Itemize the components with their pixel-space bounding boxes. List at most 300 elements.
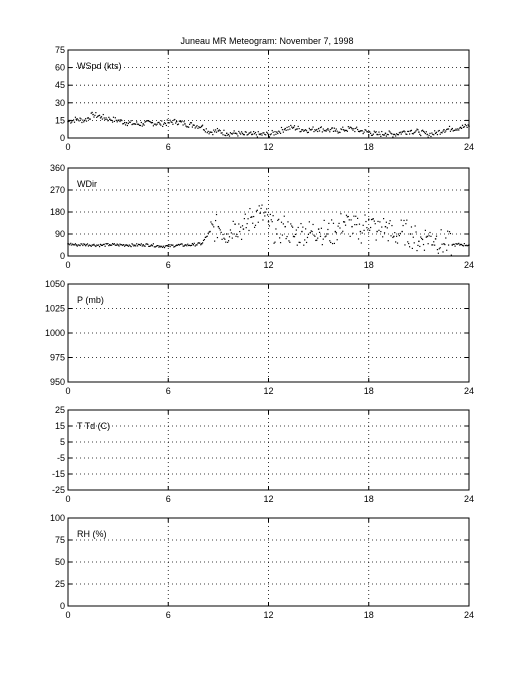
data-point xyxy=(343,129,344,130)
data-point xyxy=(433,134,434,135)
panel-4 xyxy=(52,405,474,504)
data-point xyxy=(428,235,429,236)
data-point xyxy=(187,244,188,245)
data-point xyxy=(140,125,141,126)
data-point xyxy=(440,247,441,248)
data-point xyxy=(332,243,333,244)
data-point xyxy=(369,230,370,231)
data-point xyxy=(286,127,287,128)
data-point xyxy=(84,244,85,245)
x-tick-label: 0 xyxy=(65,494,71,504)
data-point xyxy=(195,127,196,128)
data-point xyxy=(75,243,76,244)
data-point xyxy=(258,131,259,132)
x-tick-label: 6 xyxy=(165,494,171,504)
data-point xyxy=(167,119,168,120)
y-tick-label: 975 xyxy=(49,352,65,363)
panel-label: WDir xyxy=(77,179,97,189)
data-point xyxy=(261,135,262,136)
data-point xyxy=(186,245,187,246)
data-point xyxy=(250,131,251,132)
data-point xyxy=(417,245,418,246)
data-point xyxy=(379,134,380,135)
data-point xyxy=(386,222,387,223)
data-point xyxy=(300,223,301,224)
data-point xyxy=(283,132,284,133)
data-point xyxy=(132,244,133,245)
y-tick-label: 75 xyxy=(54,45,65,55)
x-tick-label: 18 xyxy=(363,494,374,504)
data-point xyxy=(353,216,354,217)
data-point xyxy=(238,131,239,132)
data-point xyxy=(329,131,330,132)
data-point xyxy=(420,236,421,237)
data-point xyxy=(192,126,193,127)
data-point xyxy=(468,126,469,127)
data-point xyxy=(152,122,153,123)
data-point xyxy=(69,244,70,245)
data-point xyxy=(413,133,414,134)
data-point xyxy=(356,224,357,225)
data-point xyxy=(182,243,183,244)
data-point xyxy=(193,244,194,245)
data-point xyxy=(195,126,196,127)
panel-label: RH (%) xyxy=(77,529,107,539)
data-point xyxy=(162,126,163,127)
x-tick-label: 24 xyxy=(463,142,475,152)
data-point xyxy=(252,223,253,224)
data-point xyxy=(275,228,276,229)
data-point xyxy=(385,226,386,227)
data-point xyxy=(400,233,401,234)
data-point xyxy=(237,236,238,237)
data-point xyxy=(119,121,120,122)
data-point xyxy=(171,122,172,123)
data-point xyxy=(105,117,106,118)
data-point xyxy=(437,134,438,135)
data-point xyxy=(320,236,321,237)
data-point xyxy=(398,233,399,234)
data-point xyxy=(261,205,262,206)
data-point xyxy=(185,244,186,245)
data-point xyxy=(228,240,229,241)
data-point xyxy=(309,221,310,222)
data-point xyxy=(427,236,428,237)
data-point xyxy=(312,126,313,127)
data-point xyxy=(260,208,261,209)
data-point xyxy=(298,227,299,228)
data-point xyxy=(434,245,435,246)
data-point xyxy=(288,240,289,241)
x-tick-label: 0 xyxy=(65,260,71,270)
panel-1 xyxy=(55,45,474,152)
data-point xyxy=(391,225,392,226)
data-point xyxy=(357,218,358,219)
y-tick-label: 0 xyxy=(59,601,65,611)
data-point xyxy=(458,129,459,130)
data-point xyxy=(341,232,342,233)
data-point xyxy=(295,234,296,235)
data-point xyxy=(276,233,277,234)
data-point xyxy=(267,133,268,134)
data-point xyxy=(113,117,114,118)
data-point xyxy=(359,224,360,225)
data-point xyxy=(400,132,401,133)
data-point xyxy=(361,242,362,243)
data-point xyxy=(276,131,277,132)
data-point xyxy=(428,137,429,138)
data-point xyxy=(448,244,449,245)
data-point xyxy=(271,219,272,220)
data-point xyxy=(168,246,169,247)
data-point xyxy=(103,114,104,115)
panels-group xyxy=(45,45,474,620)
data-point xyxy=(402,225,403,226)
data-point xyxy=(381,131,382,132)
data-point xyxy=(157,245,158,246)
data-point xyxy=(347,131,348,132)
data-point xyxy=(333,131,334,132)
data-point xyxy=(265,134,266,135)
data-point xyxy=(284,216,285,217)
data-point xyxy=(437,249,438,250)
data-point xyxy=(161,120,162,121)
data-point xyxy=(240,133,241,134)
data-point xyxy=(415,231,416,232)
data-point xyxy=(285,226,286,227)
data-point xyxy=(112,121,113,122)
data-point xyxy=(454,244,455,245)
data-point xyxy=(95,246,96,247)
data-point xyxy=(415,225,416,226)
data-point xyxy=(116,120,117,121)
y-tick-label: 180 xyxy=(49,207,65,217)
data-point xyxy=(424,250,425,251)
data-point xyxy=(70,243,71,244)
data-point xyxy=(248,230,249,231)
data-point xyxy=(433,241,434,242)
data-point xyxy=(279,131,280,132)
data-point xyxy=(354,131,355,132)
data-point xyxy=(408,243,409,244)
panel-3 xyxy=(45,279,474,396)
data-point xyxy=(367,229,368,230)
data-point xyxy=(310,232,311,233)
data-point xyxy=(348,216,349,217)
data-point xyxy=(114,121,115,122)
data-point xyxy=(397,242,398,243)
x-tick-label: 18 xyxy=(363,610,374,620)
data-point xyxy=(233,132,234,133)
data-point xyxy=(439,248,440,249)
data-point xyxy=(411,226,412,227)
data-point xyxy=(385,133,386,134)
data-point xyxy=(218,226,219,227)
data-point xyxy=(313,131,314,132)
x-tick-label: 12 xyxy=(263,610,274,620)
data-point xyxy=(283,223,284,224)
data-point xyxy=(208,131,209,132)
data-point xyxy=(446,250,447,251)
data-point xyxy=(392,136,393,137)
data-point xyxy=(404,244,405,245)
data-point xyxy=(220,130,221,131)
data-point xyxy=(94,115,95,116)
data-point xyxy=(351,128,352,129)
data-point xyxy=(281,127,282,128)
data-point xyxy=(327,229,328,230)
data-point xyxy=(170,120,171,121)
data-point xyxy=(242,133,243,134)
data-point xyxy=(325,131,326,132)
data-point xyxy=(362,232,363,233)
data-point xyxy=(251,216,252,217)
data-point xyxy=(125,124,126,125)
data-point xyxy=(247,218,248,219)
data-point xyxy=(389,132,390,133)
data-point xyxy=(163,246,164,247)
data-point xyxy=(241,239,242,240)
data-point xyxy=(309,128,310,129)
series-1-points xyxy=(67,112,469,138)
data-point xyxy=(217,237,218,238)
data-point xyxy=(424,132,425,133)
data-point xyxy=(282,234,283,235)
data-point xyxy=(216,132,217,133)
data-point xyxy=(237,135,238,136)
data-point xyxy=(215,220,216,221)
data-point xyxy=(376,239,377,240)
data-point xyxy=(331,219,332,220)
data-point xyxy=(461,128,462,129)
y-tick-label: 60 xyxy=(54,62,65,73)
data-point xyxy=(288,126,289,127)
y-tick-label: 30 xyxy=(54,97,65,108)
data-point xyxy=(450,233,451,234)
data-point xyxy=(357,129,358,130)
data-point xyxy=(389,220,390,221)
data-point xyxy=(274,242,275,243)
data-point xyxy=(307,237,308,238)
data-point xyxy=(294,125,295,126)
data-point xyxy=(217,128,218,129)
data-point xyxy=(280,133,281,134)
data-point xyxy=(138,124,139,125)
data-point xyxy=(222,134,223,135)
data-point xyxy=(141,243,142,244)
data-point xyxy=(466,125,467,126)
data-point xyxy=(199,243,200,244)
data-point xyxy=(239,132,240,133)
data-point xyxy=(290,125,291,126)
data-point xyxy=(235,236,236,237)
data-point xyxy=(69,120,70,121)
y-tick-label: 75 xyxy=(54,535,65,545)
data-point xyxy=(222,234,223,235)
data-point xyxy=(161,246,162,247)
data-point xyxy=(373,134,374,135)
data-point xyxy=(293,127,294,128)
data-point xyxy=(183,124,184,125)
data-point xyxy=(345,225,346,226)
data-point xyxy=(467,124,468,125)
panel-label: WSpd (kts) xyxy=(77,61,122,71)
data-point xyxy=(394,134,395,135)
data-point xyxy=(408,131,409,132)
data-point xyxy=(80,118,81,119)
data-point xyxy=(409,246,410,247)
data-point xyxy=(91,246,92,247)
data-point xyxy=(401,133,402,134)
data-point xyxy=(384,134,385,135)
data-point xyxy=(391,133,392,134)
data-point xyxy=(341,129,342,130)
data-point xyxy=(326,129,327,130)
data-point xyxy=(273,132,274,133)
data-point xyxy=(253,216,254,217)
data-point xyxy=(140,245,141,246)
data-point xyxy=(176,121,177,122)
data-point xyxy=(79,245,80,246)
data-point xyxy=(289,129,290,130)
data-point xyxy=(75,117,76,118)
data-point xyxy=(232,238,233,239)
data-point xyxy=(128,246,129,247)
data-point xyxy=(376,231,377,232)
data-point xyxy=(269,136,270,137)
data-point xyxy=(273,134,274,135)
data-point xyxy=(370,227,371,228)
data-point xyxy=(450,131,451,132)
data-point xyxy=(398,134,399,135)
data-point xyxy=(282,129,283,130)
data-point xyxy=(254,133,255,134)
data-point xyxy=(300,131,301,132)
data-point xyxy=(291,127,292,128)
data-point xyxy=(244,218,245,219)
data-point xyxy=(360,231,361,232)
data-point xyxy=(246,227,247,228)
data-point xyxy=(191,245,192,246)
data-point xyxy=(372,135,373,136)
y-tick-label: 15 xyxy=(54,421,65,431)
data-point xyxy=(223,238,224,239)
data-point xyxy=(213,226,214,227)
data-point xyxy=(384,232,385,233)
data-point xyxy=(318,228,319,229)
data-point xyxy=(286,236,287,237)
data-point xyxy=(406,134,407,135)
data-point xyxy=(280,242,281,243)
data-point xyxy=(403,220,404,221)
data-point xyxy=(412,248,413,249)
data-point xyxy=(362,130,363,131)
data-point xyxy=(214,131,215,132)
data-point xyxy=(303,245,304,246)
data-point xyxy=(85,118,86,119)
data-point xyxy=(355,216,356,217)
data-point xyxy=(247,223,248,224)
data-point xyxy=(442,131,443,132)
panel-label: T Td (C) xyxy=(77,421,111,431)
data-point xyxy=(144,125,145,126)
data-point xyxy=(265,212,266,213)
data-point xyxy=(297,245,298,246)
data-point xyxy=(136,243,137,244)
data-point xyxy=(77,118,78,119)
x-tick-label: 12 xyxy=(263,142,274,152)
data-point xyxy=(77,245,78,246)
data-point xyxy=(442,251,443,252)
data-point xyxy=(317,131,318,132)
y-tick-label: 25 xyxy=(54,405,65,415)
data-point xyxy=(249,208,250,209)
data-point xyxy=(422,130,423,131)
data-point xyxy=(393,236,394,237)
data-point xyxy=(137,245,138,246)
data-point xyxy=(242,225,243,226)
data-point xyxy=(306,130,307,131)
data-point xyxy=(415,130,416,131)
data-point xyxy=(404,131,405,132)
data-point xyxy=(452,128,453,129)
data-point xyxy=(205,131,206,132)
data-point xyxy=(225,135,226,136)
data-point xyxy=(263,132,264,133)
data-point xyxy=(274,131,275,132)
data-point xyxy=(429,232,430,233)
y-tick-label: 5 xyxy=(59,437,65,447)
data-point xyxy=(124,246,125,247)
data-point xyxy=(313,235,314,236)
x-tick-label: 18 xyxy=(363,142,374,152)
data-point xyxy=(191,122,192,123)
data-point xyxy=(316,240,317,241)
figure-title: Juneau MR Meteogram: November 7, 1998 xyxy=(180,36,354,46)
data-point xyxy=(411,130,412,131)
data-point xyxy=(304,239,305,240)
data-point xyxy=(142,245,143,246)
data-point xyxy=(423,244,424,245)
y-tick-label: 45 xyxy=(54,80,65,91)
data-point xyxy=(257,136,258,137)
data-point xyxy=(355,128,356,129)
data-point xyxy=(429,133,430,134)
data-point xyxy=(435,238,436,239)
data-point xyxy=(454,130,455,131)
data-point xyxy=(208,233,209,234)
data-point xyxy=(330,242,331,243)
data-point xyxy=(166,125,167,126)
data-point xyxy=(352,130,353,131)
data-point xyxy=(314,236,315,237)
data-point xyxy=(349,219,350,220)
data-point xyxy=(264,215,265,216)
data-point xyxy=(131,120,132,121)
data-point xyxy=(389,223,390,224)
y-tick-label: 100 xyxy=(49,513,65,523)
data-point xyxy=(223,130,224,131)
data-point xyxy=(216,214,217,215)
data-point xyxy=(163,124,164,125)
y-tick-label: 270 xyxy=(49,185,65,195)
data-point xyxy=(210,221,211,222)
y-tick-label: 0 xyxy=(59,251,65,261)
data-point xyxy=(376,131,377,132)
data-point xyxy=(342,231,343,232)
data-point xyxy=(373,218,374,219)
data-point xyxy=(468,244,469,245)
